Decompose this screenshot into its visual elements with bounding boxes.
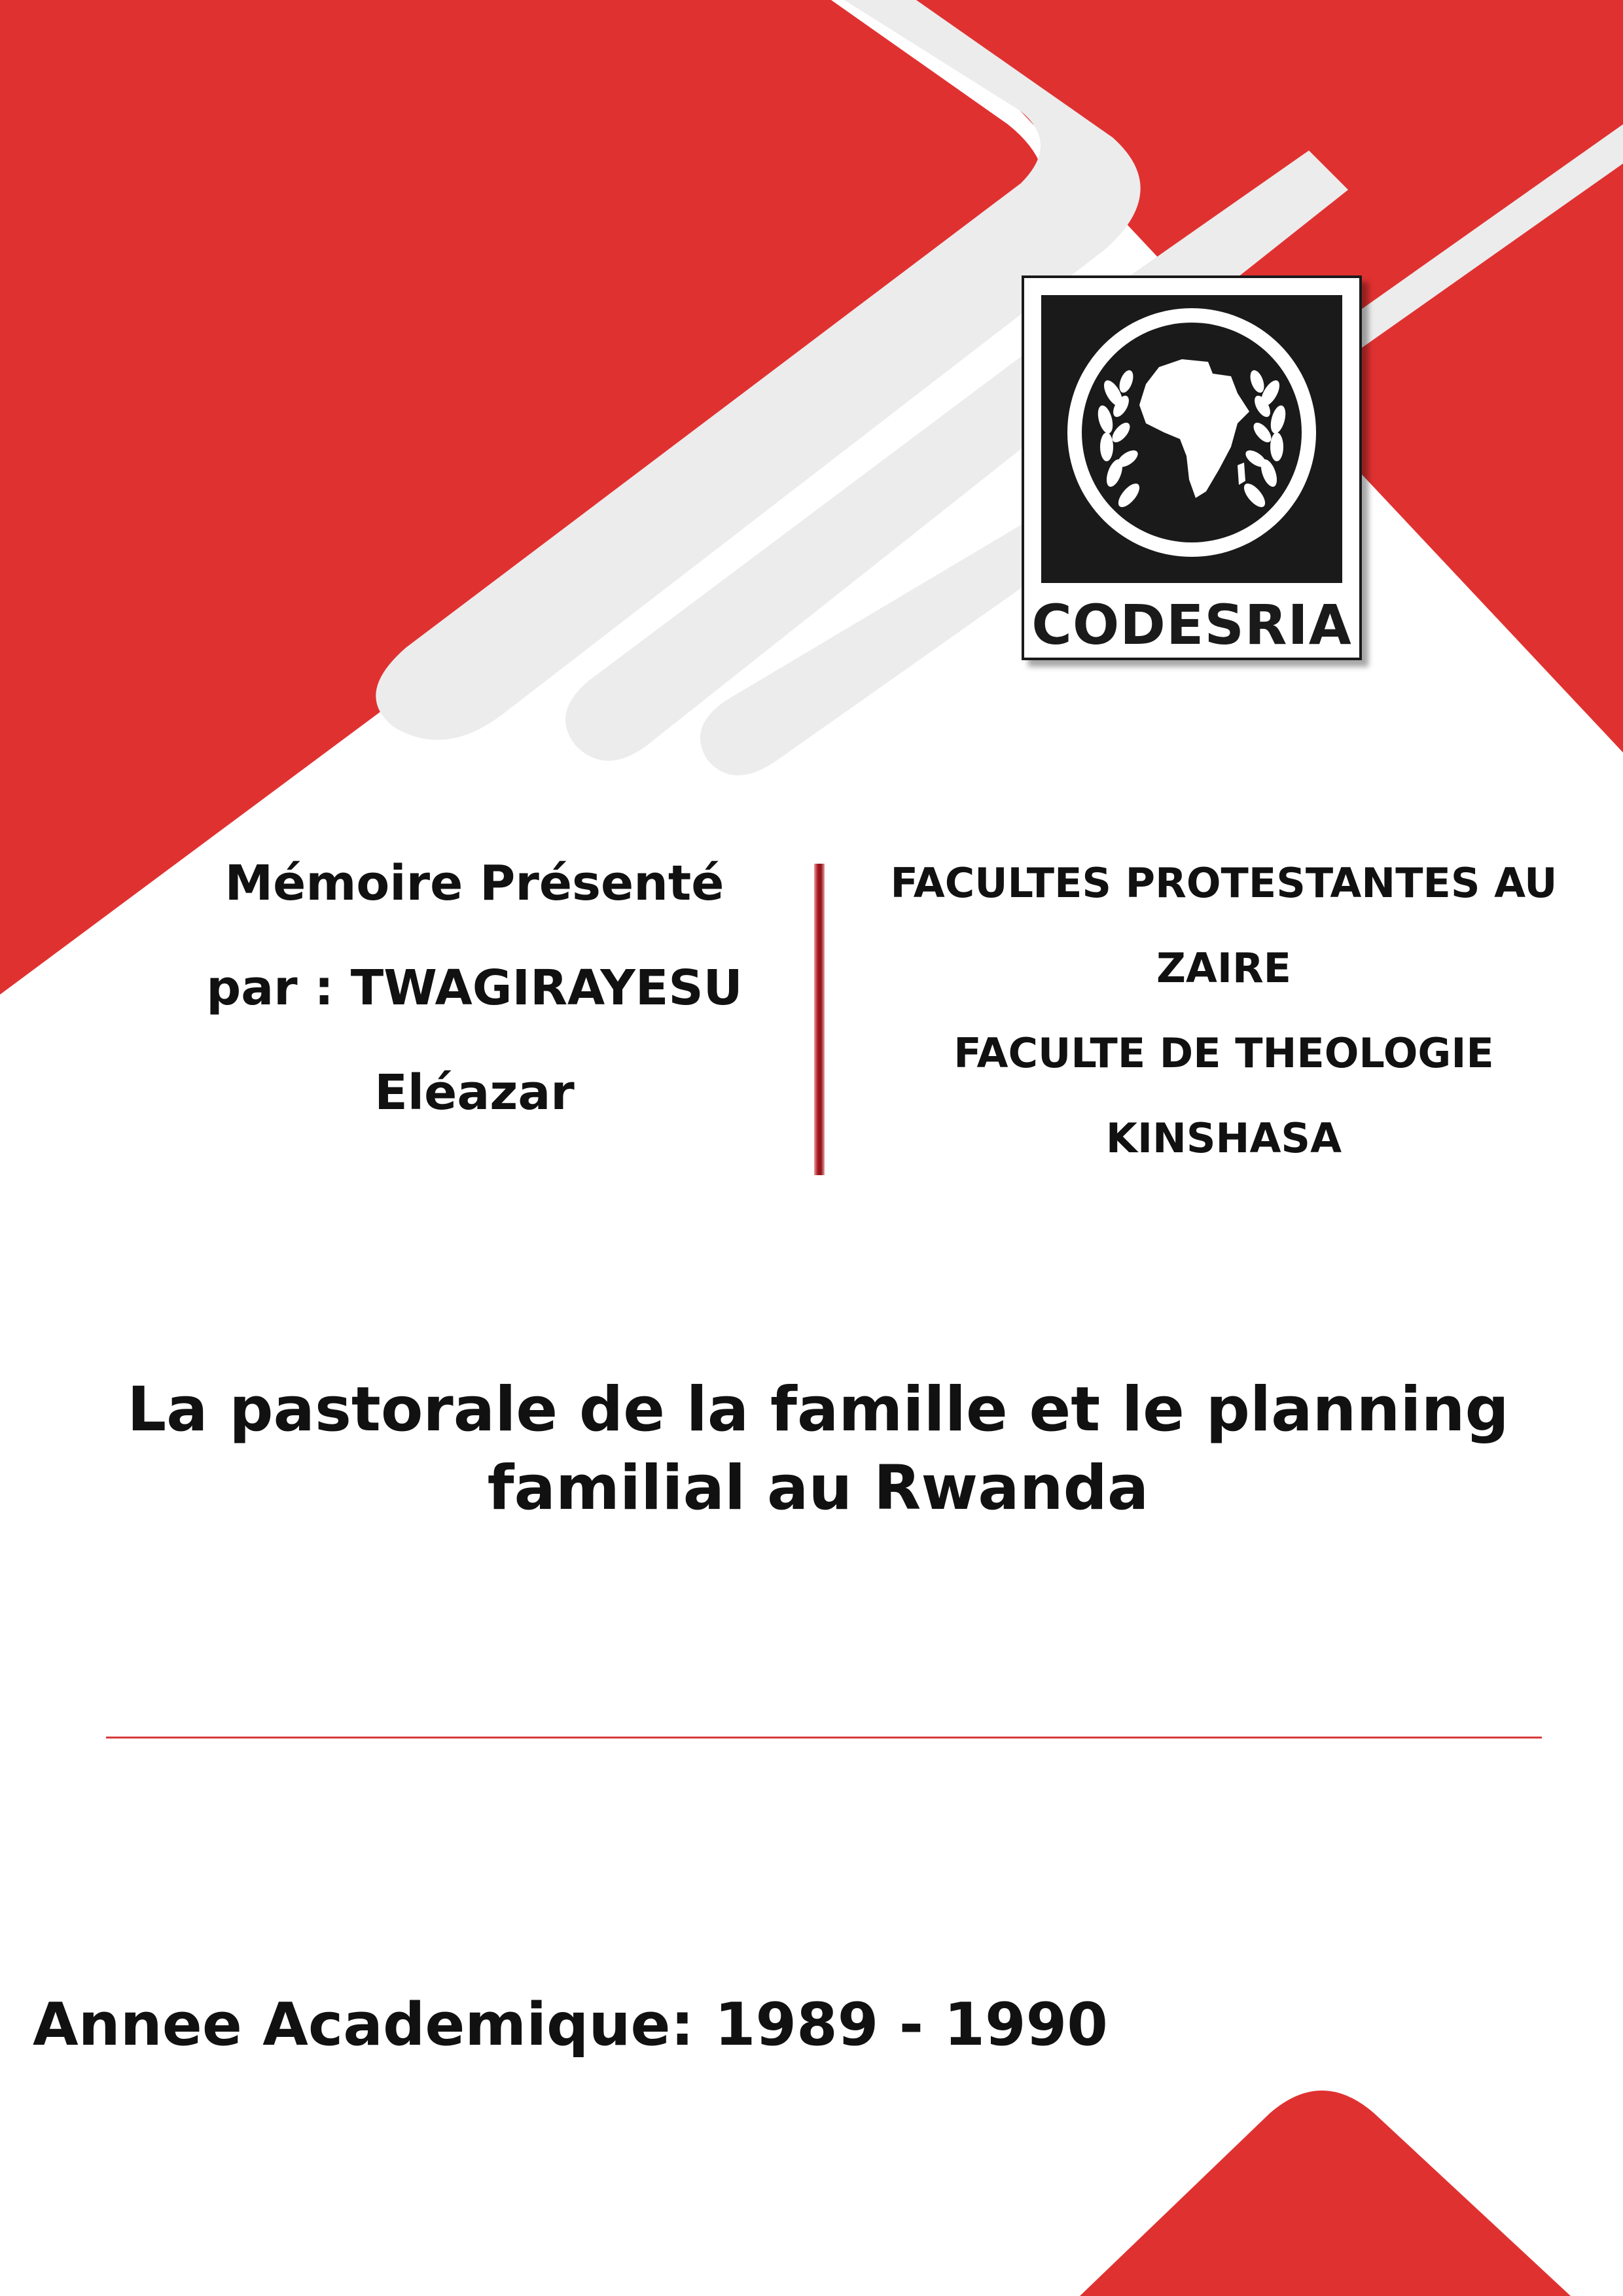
vertical-divider xyxy=(814,864,825,1175)
horizontal-rule xyxy=(106,1737,1542,1739)
africa-wreath-icon xyxy=(1041,295,1342,583)
author-line-2: par : TWAGIRAYESU xyxy=(206,960,743,1016)
academic-year: Annee Academique: 1989 - 1990 xyxy=(33,1990,1108,2059)
institution-line-4: KINSHASA xyxy=(1105,1114,1342,1162)
author-block xyxy=(131,831,818,1145)
institution-block xyxy=(838,841,1610,1181)
institution-line-2: ZAIRE xyxy=(1156,944,1292,992)
institution-line-3: FACULTE DE THEOLOGIE xyxy=(954,1029,1494,1077)
document-title: La pastorale de la famille et le planning familial au Rwanda xyxy=(127,1374,1509,1524)
logo-wordmark: CODESRIA xyxy=(1031,593,1352,657)
author-line-3: Eléazar xyxy=(374,1065,575,1121)
institution-line-1: FACULTES PROTESTANTES AU xyxy=(890,859,1558,907)
codesria-logo xyxy=(1022,275,1362,660)
author-line-1: Mémoire Présenté xyxy=(224,855,724,911)
logo-emblem xyxy=(1041,295,1342,583)
